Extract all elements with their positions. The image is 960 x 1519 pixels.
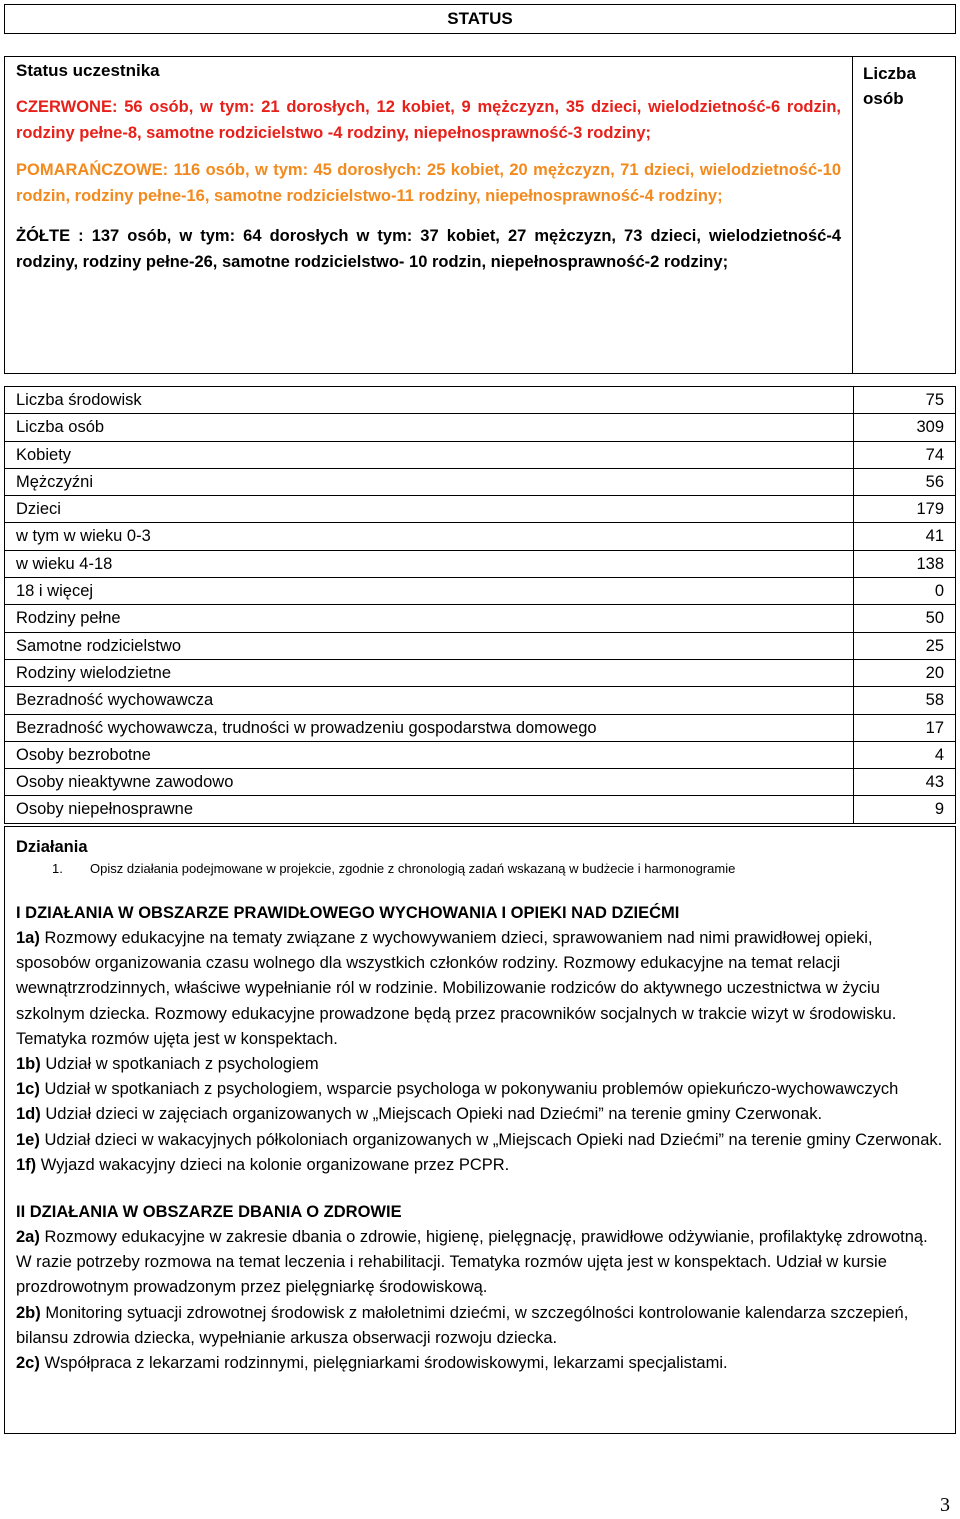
stats-value: 58 xyxy=(925,691,944,710)
action-item xyxy=(16,1351,944,1376)
section-heading: I DZIAŁANIA W OBSZARZE PRAWIDŁOWEGO WYCHOWANIA I OPIEKI NAD DZIEĆMI xyxy=(16,904,680,922)
stats-value: 74 xyxy=(925,445,944,464)
stats-row xyxy=(5,578,955,605)
action-tag: 2a) xyxy=(16,1228,40,1247)
stats-value: 50 xyxy=(925,609,944,628)
action-text: Udział w spotkaniach z psychologiem xyxy=(40,1055,319,1074)
action-item xyxy=(16,1102,944,1127)
action-text: Monitoring sytuacji zdrowotnej środowisk z małoletnimi dziećmi, w szczególności kontrolowanie kalendarza szczepień, bilansu zdrowia dziecka, wypełnianie arkusza obserwacji rozwoju dziecka. xyxy=(16,1303,909,1347)
group-pomaranczowe: POMARAŃCZOWE: 116 osób, w tym: 45 dorosłych: 25 kobiet, 20 mężczyzn, 71 dzieci, wielodzietność-10 rodzin, rodziny pełne-16, samotne rodzicielstwo-11 rodziny, niepełnosprawność-4 rodziny; xyxy=(16,161,841,205)
group-czerwone: CZERWONE: 56 osób, w tym: 21 dorosłych, 12 kobiet, 9 mężczyzn, 35 dzieci, wielodzietność-6 rodzin, rodziny pełne-8, samotne rodzicielstwo -4 rodziny, niepełnosprawność-3 rodziny; xyxy=(16,98,841,142)
stats-row xyxy=(5,660,955,687)
page-title: STATUS xyxy=(4,4,956,34)
dzialania-title: Działania xyxy=(16,838,88,856)
action-item xyxy=(16,1225,944,1301)
action-text: Udział dzieci w wakacyjnych półkoloniach organizowanych w „Miejscach Opieki nad Dziećmi” na terenie gminy Czerwonak. xyxy=(39,1130,943,1149)
action-tag: 1e) xyxy=(16,1130,40,1149)
action-text: Rozmowy edukacyjne na tematy związane z wychowywaniem dzieci, sprawowaniem nad nimi prawidłowej opieki, sposobów organizowania czasu wolnego dla wszystkich członków rodziny. Rozmowy edukacyjne na temat relacji wewnątrzrodzinnych, właściwe wypełnianie ról w rodzinie. Mobilizowanie rodziców do aktywnego uczestnictwa w życiu szkolnym dziecka. Rozmowy edukacyjne prowadzone będą przez pracowników socjalnych w trakcie wizyt w środowisku. Tematyka rozmów ujęta jest w konspektach. xyxy=(16,929,897,1048)
status-section xyxy=(4,56,956,374)
action-item xyxy=(16,1301,944,1351)
stats-row xyxy=(5,605,955,632)
stats-value: 56 xyxy=(925,472,944,491)
action-tag: 1a) xyxy=(16,929,40,947)
action-item xyxy=(16,1153,944,1178)
stats-label: Osoby bezrobotne xyxy=(16,745,151,764)
action-tag: 1b) xyxy=(16,1055,41,1074)
stats-value: 25 xyxy=(925,636,944,655)
stats-value: 138 xyxy=(916,554,944,573)
action-text: Udział w spotkaniach z psychologiem, wsparcie psychologa w pokonywaniu problemów opiekuńczo-wychowawczych xyxy=(39,1080,899,1099)
stats-row xyxy=(5,796,955,822)
instruction-number: 1. xyxy=(52,861,63,876)
stats-row xyxy=(5,387,955,414)
action-item xyxy=(16,1077,944,1102)
stats-label: 18 i więcej xyxy=(16,582,94,601)
instruction-text: Opisz działania podejmowane w projekcie, zgodnie z chronologią zadań wskazaną w budżecie i harmonogramie xyxy=(90,861,736,876)
action-tag: 2b) xyxy=(16,1303,41,1322)
stats-label: Osoby nieaktywne zawodowo xyxy=(16,773,234,792)
stats-row xyxy=(5,469,955,496)
stats-label: w tym w wieku 0-3 xyxy=(16,527,151,546)
status-heading: Status uczestnika xyxy=(16,61,160,80)
stats-row xyxy=(5,442,955,469)
action-item xyxy=(16,926,944,1052)
action-tag: 1f) xyxy=(16,1155,37,1174)
stats-value: 20 xyxy=(925,663,944,682)
stats-value: 75 xyxy=(925,391,944,409)
stats-label: Bezradność wychowawcza xyxy=(16,691,214,710)
stats-value: 41 xyxy=(925,527,944,546)
action-item xyxy=(16,1128,944,1153)
stats-label: Osoby niepełnosprawne xyxy=(16,800,194,819)
stats-label: Liczba osób xyxy=(16,418,105,437)
dzialania-sections xyxy=(16,901,944,1376)
action-text: Współpraca z lekarzami rodzinnymi, pielęgniarkami środowiskowymi, lekarzami specjalistami. xyxy=(39,1354,728,1373)
stats-value: 9 xyxy=(934,800,944,819)
stats-row xyxy=(5,687,955,714)
action-text: Udział dzieci w zajęciach organizowanych w „Miejscach Opieki nad Dziećmi” na terenie gminy Czerwonak. xyxy=(40,1105,823,1124)
action-item xyxy=(16,1052,944,1077)
stats-label: Bezradność wychowawcza, trudności w prowadzeniu gospodarstwa domowego xyxy=(16,718,597,737)
stats-label: Liczba środowisk xyxy=(16,391,142,409)
action-tag: 1d) xyxy=(16,1105,41,1124)
stats-label: Dzieci xyxy=(16,500,61,519)
group-zolte: ŻÓŁTE : 137 osób, w tym: 64 dorosłych w tym: 37 kobiet, 27 mężczyzn, 73 dzieci, wielodzietność-4 rodziny, rodziny pełne-26, samotne rodzicielstwo- 10 rodzin, niepełnosprawność-2 rodziny; xyxy=(16,227,841,271)
stats-label: Rodziny wielodzietne xyxy=(16,663,172,682)
stats-label: w wieku 4-18 xyxy=(16,554,113,573)
stats-label: Rodziny pełne xyxy=(16,609,121,628)
stats-value: 0 xyxy=(934,582,944,601)
action-text: Rozmowy edukacyjne w zakresie dbania o zdrowie, higienę, pielęgnację, prawidłowe odżywianie, profilaktykę zdrowotną. W razie potrzeby rozmowa na temat leczenia i rehabilitacji. Tematyka rozmów ujęta jest w konspektach. Udział w kursie prozdrowotnym prowadzonym przez pielęgniarkę środowiskową. xyxy=(16,1228,928,1297)
action-text: Wyjazd wakacyjny dzieci na kolonie organizowane przez PCPR. xyxy=(36,1155,510,1174)
stats-row xyxy=(5,633,955,660)
action-tag: 2c) xyxy=(16,1354,40,1373)
page-number: 3 xyxy=(940,1494,950,1516)
dzialania-instruction xyxy=(16,859,944,879)
status-left-cell xyxy=(5,57,853,373)
section-heading: II DZIAŁANIA W OBSZARZE DBANIA O ZDROWIE xyxy=(16,1203,402,1222)
action-tag: 1c) xyxy=(16,1080,40,1099)
stats-row xyxy=(5,715,955,742)
stats-value: 17 xyxy=(925,718,944,737)
stats-label: Mężczyźni xyxy=(16,472,94,491)
stats-row xyxy=(5,769,955,796)
stats-label: Samotne rodzicielstwo xyxy=(16,636,182,655)
stats-row xyxy=(5,551,955,578)
stats-row xyxy=(5,496,955,523)
stats-row xyxy=(5,523,955,550)
stats-row xyxy=(5,414,955,441)
stats-value: 309 xyxy=(916,418,944,437)
stats-table xyxy=(4,386,956,824)
dzialania-section xyxy=(4,826,956,1434)
stats-label: Kobiety xyxy=(16,445,72,464)
stats-value: 179 xyxy=(916,500,944,519)
stats-row xyxy=(5,742,955,769)
liczba-osob-header: Liczba osób xyxy=(863,64,916,108)
stats-value: 4 xyxy=(934,745,944,764)
stats-value: 43 xyxy=(925,773,944,792)
